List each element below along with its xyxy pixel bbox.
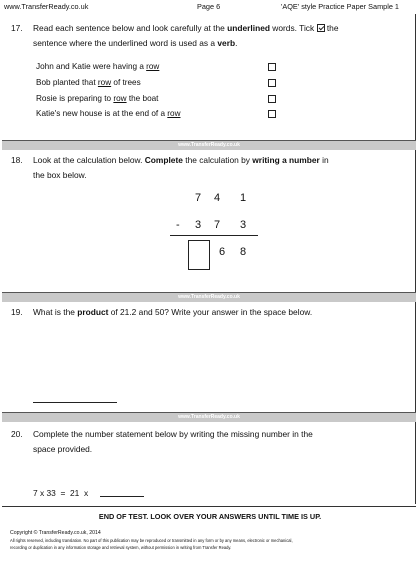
question-text: Complete the number statement below by writing the missing number in the space provided. [33, 429, 313, 454]
calc-digit: 6 [219, 246, 226, 258]
answer-checkbox[interactable] [268, 110, 276, 118]
answer-checkbox[interactable] [268, 79, 276, 87]
calc-digit: 3 [195, 219, 202, 231]
calc-digit: 4 [214, 192, 221, 204]
question-text: Look at the calculation below. Complete the calculation by writing a number in the box below. [33, 155, 329, 180]
calc-digit: 8 [240, 246, 247, 258]
calc-digit: 7 [214, 219, 221, 231]
header-page: Page 6 [197, 2, 221, 11]
copyright: Copyright © TransferReady.co.uk, 2014 [10, 530, 101, 536]
question-number: 19. [11, 307, 23, 317]
calc-digit: 1 [240, 192, 247, 204]
rights-text: recording or duplication in any information storage and retrieval system, without permission in writing from Transfer Ready. [10, 545, 232, 550]
question-number: 17. [11, 23, 23, 33]
header-paper: 'AQE' style Practice Paper Sample 1 [281, 2, 399, 11]
calc-digit: 3 [240, 219, 247, 231]
section-divider: www.TransferReady.co.uk [2, 292, 416, 302]
section-divider: www.TransferReady.co.uk [2, 412, 416, 422]
section-divider: www.TransferReady.co.uk [2, 140, 416, 150]
sentence-option: John and Katie were having a row [36, 62, 160, 71]
question-number: 20. [11, 429, 23, 439]
minus-sign: - [176, 219, 180, 231]
right-border [415, 14, 416, 504]
answer-line[interactable] [33, 402, 117, 403]
answer-line[interactable] [100, 496, 144, 497]
number-statement: 7 x 33 = 21 x [33, 488, 89, 498]
answer-box[interactable] [188, 240, 210, 270]
question-text: What is the product of 21.2 and 50? Write your answer in the space below. [33, 307, 313, 317]
calc-digit: 7 [195, 192, 202, 204]
sentence-option: Katie's new house is at the end of a row [36, 109, 181, 118]
footer-rule [2, 506, 416, 507]
tick-icon [317, 24, 325, 32]
question-number: 18. [11, 155, 23, 165]
sentence-option: Rosie is preparing to row the boat [36, 94, 159, 103]
calc-rule [170, 235, 258, 236]
header-site: www.TransferReady.co.uk [4, 2, 89, 11]
end-of-test: END OF TEST. LOOK OVER YOUR ANSWERS UNTIL TIME IS UP. [98, 512, 322, 521]
answer-checkbox[interactable] [268, 95, 276, 103]
question-text: Read each sentence below and look carefully at the underlined words. Tick the sentence where the underlined word is used as a verb. [33, 23, 339, 48]
sentence-option: Bob planted that row of trees [36, 78, 141, 87]
rights-text: All rights reserved, including translation. No part of this publication may be reproduced or transmitted in any form or by any means, electronic or mechanical, [10, 538, 293, 543]
answer-checkbox[interactable] [268, 63, 276, 71]
